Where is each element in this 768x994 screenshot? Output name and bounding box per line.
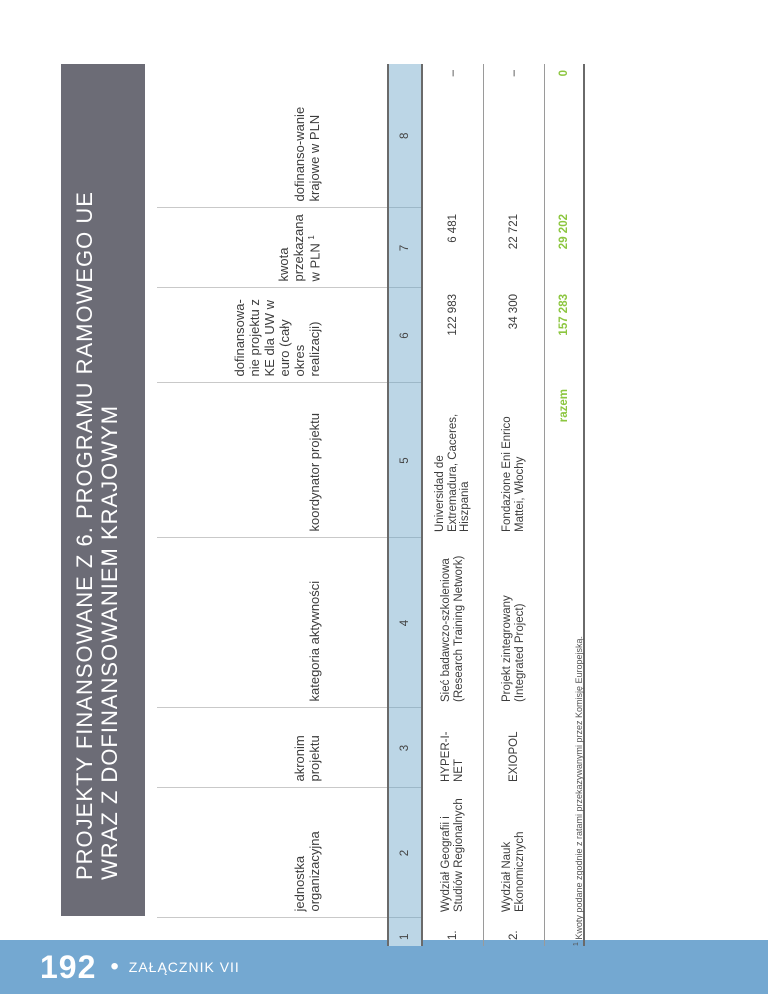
page-title bbox=[73, 191, 122, 880]
table-row bbox=[422, 64, 484, 946]
total-pln: 29 202 bbox=[545, 208, 585, 288]
header-pln: kwota przekazana w PLN bbox=[275, 214, 323, 282]
row-category: Projekt zintegrowany (Integrated Project) bbox=[484, 538, 545, 708]
total-eur: 157 283 bbox=[545, 288, 585, 383]
header-coordinator: koordynator projektu bbox=[157, 383, 388, 538]
title-line-2: WRAZ Z DOFINANSOWANIEM KRAJOWYM bbox=[96, 404, 122, 880]
row-number: 2. bbox=[484, 918, 545, 946]
column-number: 5 bbox=[388, 383, 422, 538]
footnote-mark: 1 bbox=[573, 942, 580, 946]
column-number: 6 bbox=[388, 288, 422, 383]
header-acronym: akronim projektu bbox=[157, 708, 388, 788]
row-national: – bbox=[422, 64, 484, 208]
row-unit: Wydział Geografii i Studiów Regionalnych bbox=[422, 788, 484, 918]
title-line-1: PROJEKTY FINANSOWANE Z 6. PROGRAMU RAMOWEGO UE bbox=[72, 191, 97, 880]
column-number: 3 bbox=[388, 708, 422, 788]
row-coordinator: Fondazione Eni Enrico Mattei, Włochy bbox=[484, 383, 545, 538]
row-national: – bbox=[484, 64, 545, 208]
header-category: kategoria aktywności bbox=[157, 538, 388, 708]
row-pln: 6 481 bbox=[422, 208, 484, 288]
total-national: 0 bbox=[545, 64, 585, 208]
footnote bbox=[573, 636, 584, 946]
column-number: 1 bbox=[388, 918, 422, 946]
column-number: 8 bbox=[388, 64, 422, 208]
header-row bbox=[157, 64, 388, 946]
footnote-text: Kwoty podane zgodnie z ratami przekazywanymi przez Komisję Europejską. bbox=[574, 635, 584, 940]
header-pln-cell bbox=[157, 208, 388, 288]
header-cell bbox=[157, 918, 388, 946]
row-eur: 122 983 bbox=[422, 288, 484, 383]
title-bar bbox=[61, 64, 145, 916]
row-eur: 34 300 bbox=[484, 288, 545, 383]
total-label: razem bbox=[545, 383, 585, 946]
column-number: 7 bbox=[388, 208, 422, 288]
footer-separator: • bbox=[110, 953, 119, 980]
row-pln: 22 721 bbox=[484, 208, 545, 288]
header-national: dofinanso-wanie krajowe w PLN bbox=[292, 106, 323, 202]
row-acronym: EXIOPOL bbox=[484, 708, 545, 788]
rotated-content bbox=[61, 48, 707, 946]
row-acronym: HYPER-I-NET bbox=[422, 708, 484, 788]
row-coordinator: Universidad de Extremadura, Caceres, Hiszpania bbox=[422, 383, 484, 538]
column-number: 2 bbox=[388, 788, 422, 918]
column-number: 4 bbox=[388, 538, 422, 708]
table-row bbox=[484, 64, 545, 946]
column-number-row bbox=[388, 64, 422, 946]
page-footer bbox=[40, 945, 240, 989]
header-unit: jednostka organizacyjna bbox=[157, 788, 388, 918]
row-unit: Wydział Nauk Ekonomicznych bbox=[484, 788, 545, 918]
header-eur: dofinansowa-nie projektu z KE dla UW w euro (cały okres realizacji) bbox=[157, 288, 388, 383]
page-number: 192 bbox=[40, 948, 97, 985]
projects-table bbox=[157, 64, 585, 946]
footnote-mark: 1 bbox=[306, 235, 316, 240]
row-number: 1. bbox=[422, 918, 484, 946]
section-name: ZAŁĄCZNIK VII bbox=[128, 959, 240, 975]
row-category: Sieć badawczo-szkoleniowa (Research Training Network) bbox=[422, 538, 484, 708]
